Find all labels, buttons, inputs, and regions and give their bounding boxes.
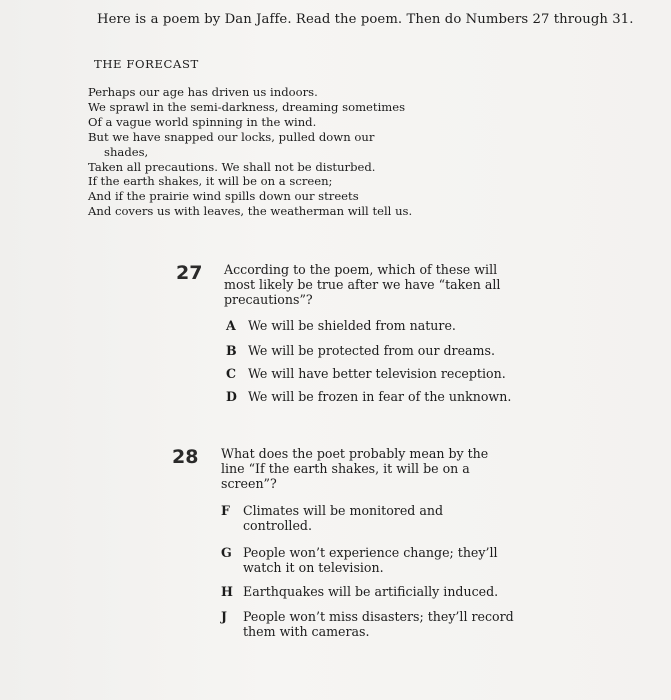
- poem-line: Perhaps our age has driven us indoors.: [88, 85, 318, 99]
- question-stem-line: What does the poet probably mean by the: [221, 446, 489, 461]
- option-text-line: watch it on television.: [243, 560, 384, 575]
- option-letter: G: [221, 545, 232, 560]
- question-stem-line: line “If the earth shakes, it will be on a: [221, 461, 470, 476]
- option-text: [243, 545, 498, 575]
- instructions-heading: Here is a poem by Dan Jaffe. Read the poem. Then do Numbers 27 through 31.: [97, 12, 634, 27]
- poem-line: And covers us with leaves, the weatherman will tell us.: [88, 204, 413, 219]
- poem-line: And if the prairie wind spills down our streets: [88, 189, 359, 204]
- option-text: [243, 584, 498, 599]
- option-text-line: controlled.: [243, 518, 312, 533]
- option-text-line: We will have better television reception.: [248, 366, 506, 381]
- option-letter: F: [221, 503, 230, 518]
- option-text-line: We will be frozen in fear of the unknown.: [248, 389, 512, 404]
- option-text-line: them with cameras.: [243, 624, 370, 639]
- poem-line: But we have snapped our locks, pulled down our: [88, 129, 375, 144]
- option-letter: H: [221, 584, 233, 599]
- option-text-line: People won’t experience change; they’ll: [243, 545, 498, 560]
- option-text: [248, 366, 506, 381]
- option-text-line: People won’t miss disasters; they’ll record: [243, 609, 514, 624]
- poem-line: Taken all precautions. We shall not be disturbed.: [88, 159, 376, 174]
- question-stem: [224, 262, 500, 307]
- question-stem-line: screen”?: [221, 476, 277, 491]
- poem-line: If the earth shakes, it will be on a screen;: [88, 174, 333, 189]
- option-letter: J: [221, 609, 227, 624]
- question-number: 27: [176, 262, 203, 284]
- poem-line: We sprawl in the semi-darkness, dreaming sometimes: [88, 99, 406, 114]
- question-number: 28: [172, 446, 199, 468]
- option-letter: A: [226, 318, 236, 333]
- option-text: [248, 389, 511, 404]
- option-letter: C: [226, 366, 237, 381]
- poem-body: [88, 85, 412, 219]
- option-text: [243, 503, 443, 533]
- option-text: [248, 343, 495, 358]
- question-stem: [221, 446, 488, 491]
- poem-line: shades,: [104, 144, 149, 159]
- option-text-line: We will be protected from our dreams.: [248, 343, 495, 358]
- option-text-line: Climates will be monitored and: [243, 503, 444, 518]
- poem-line: Of a vague world spinning in the wind.: [88, 114, 317, 129]
- option-text-line: Earthquakes will be artificially induced.: [243, 584, 499, 599]
- option-letter: D: [226, 389, 237, 404]
- option-text-line: We will be shielded from nature.: [248, 318, 456, 333]
- question-stem-line: According to the poem, which of these will: [224, 262, 498, 277]
- option-text: [243, 609, 514, 639]
- question-stem-line: most likely be true after we have “taken all: [224, 277, 501, 292]
- poem-title: THE FORECAST: [94, 57, 199, 71]
- option-text: [248, 318, 456, 333]
- question-stem-line: precautions”?: [224, 292, 313, 307]
- option-letter: B: [226, 343, 237, 358]
